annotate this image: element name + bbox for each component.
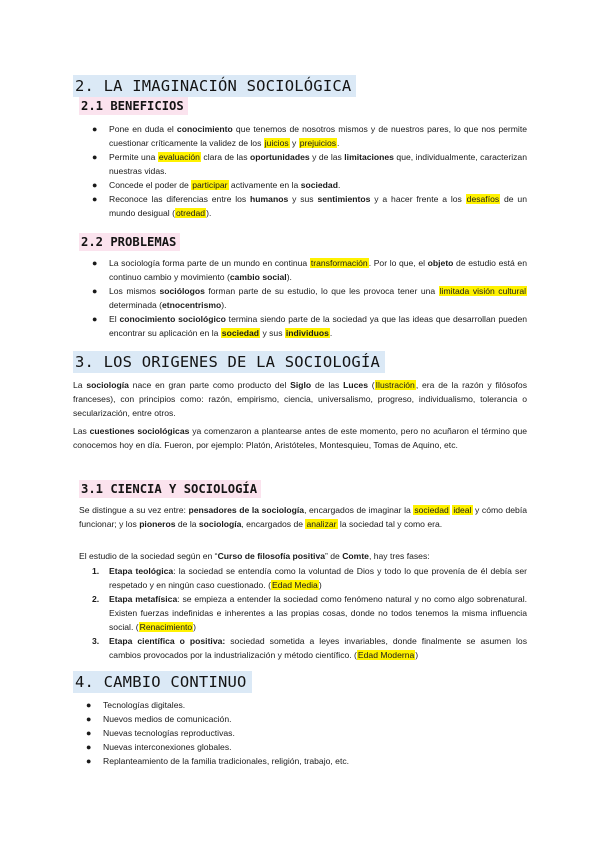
list-item: ● Nuevas interconexiones globales. — [86, 742, 232, 752]
highlighted-term: juicios — [264, 138, 289, 148]
bold-term: cuestiones sociológicas — [89, 426, 190, 436]
highlighted-term: individuos — [285, 328, 329, 338]
list-item: ● Pone en duda el conocimiento que tenemos de nosotros mismos y de nuestros pares, lo que nos permite cuestionar críticamente la validez de los juicios y prejuicios. — [92, 124, 527, 148]
bold-term: sociedad — [300, 180, 338, 190]
bold-term: cambio social — [229, 272, 287, 282]
bullet-icon: ● — [92, 152, 98, 162]
bold-term: limitaciones — [344, 152, 394, 162]
bold-term: oportunidades — [249, 152, 310, 162]
list-item: ● Tecnologías digitales. — [86, 700, 186, 710]
list-item: ● Permite una evaluación clara de las oportunidades y de las limitaciones que, individualmente, caracterizan nuestras vidas. — [92, 152, 527, 176]
heading-imaginacion-sociologica: 2. LA IMAGINACIÓN SOCIOLÓGICA — [73, 75, 356, 97]
list-item: ● Nuevas tecnologías reproductivas. — [86, 728, 235, 738]
highlighted-term: Edad Media — [271, 580, 318, 590]
highlighted-term: evaluación — [158, 152, 200, 162]
paragraph: La sociología nace en gran parte como producto del Siglo de las Luces (Ilustración, era de la razón y filósofos franceses), con principios como: razón, empirismo, ciencia, universalismo, progreso, individualismo, tolerancia o secularización, entre otros. — [73, 380, 528, 418]
bold-term: Luces — [343, 380, 368, 390]
bullet-icon: ● — [86, 714, 92, 724]
bullet-icon: ● — [86, 728, 92, 738]
highlighted-term: participar — [192, 180, 228, 190]
bold-term: Siglo — [290, 380, 312, 390]
heading-ciencia-sociologia: 3.1 CIENCIA Y SOCIOLOGÍA — [79, 480, 261, 498]
bold-term: sociología — [86, 380, 129, 390]
bold-term: conocimiento sociológico — [119, 314, 226, 324]
highlighted-term: transformación — [310, 258, 368, 268]
bold-term: Curso de filosofía positiva — [217, 551, 326, 561]
bold-term: sociología — [198, 519, 242, 529]
bullet-icon: ● — [86, 756, 92, 766]
bullet-icon: ● — [92, 314, 98, 324]
highlighted-term: prejuicios — [299, 138, 337, 148]
highlighted-term: Renacimiento — [139, 622, 193, 632]
bold-term: Etapa científica o positiva: — [109, 636, 226, 646]
numbered-item: 1. Etapa teológica: la sociedad se entendía como la voluntad de Dios y todo lo que provenía de él debía ser respetado y en ningún caso cuestionado. (Edad Media) — [92, 566, 527, 590]
numbered-item: 2. Etapa metafísica: se empieza a entender la sociedad como fenómeno natural y no como algo sobrenatural. Existen fuerzas indefinidas e inherentes a las propias cosas, donde no todos tenemos la misma influencia social. (Renacimiento) — [92, 594, 527, 632]
bold-term: Etapa metafísica — [109, 594, 178, 604]
list-item: ● Reconoce las diferencias entre los humanos y sus sentimientos y a hacer frente a los desafíos de un mundo desigual (otredad). — [92, 194, 527, 218]
bold-term: Etapa teológica — [109, 566, 174, 576]
bold-term: pensadores de la — [188, 505, 262, 515]
heading-cambio-continuo: 4. CAMBIO CONTINUO — [73, 671, 252, 693]
list-item: ● Concede el poder de participar activamente en la sociedad. — [92, 180, 341, 190]
bullet-icon: ● — [92, 124, 98, 134]
bullet-icon: ● — [86, 742, 92, 752]
numbered-item: 3. Etapa científica o positiva: sociedad sometida a leyes invariables, donde finalmente se asumen los cambios provocados por la industrialización y método científico. (Edad Moderna) — [92, 636, 528, 660]
bold-term: sentimientos — [317, 194, 371, 204]
list-item: ● Los mismos sociólogos forman parte de su estudio, lo que les provoca tener una limitada visión cultural determinada (etnocentrismo). — [92, 286, 527, 310]
paragraph: El estudio de la sociedad según en “Curso de filosofía positiva” de Comte, hay tres fases: — [79, 551, 430, 561]
list-item: ● Nuevos medios de comunicación. — [86, 714, 232, 724]
bold-term: sociólogos — [159, 286, 205, 296]
highlighted-term: Edad Moderna — [357, 650, 415, 660]
bold-term: Comte — [342, 551, 369, 561]
bold-term: sociología — [261, 505, 305, 515]
bold-term: objeto — [427, 258, 454, 268]
highlighted-term: Ilustración — [375, 380, 415, 390]
highlighted-term: sociedad — [414, 505, 449, 515]
bullet-icon: ● — [92, 258, 98, 268]
bold-term: humanos — [250, 194, 289, 204]
bullet-icon: ● — [92, 180, 98, 190]
heading-origenes-sociologia: 3. LOS ORIGENES DE LA SOCIOLOGÍA — [73, 351, 385, 373]
highlighted-term: sociedad — [221, 328, 260, 338]
list-item: ● La sociología forma parte de un mundo en continua transformación. Por lo que, el objeto de estudio está en continuo cambio y movimiento (cambio social). — [92, 258, 527, 282]
list-item: ● El conocimiento sociológico termina siendo parte de la sociedad ya que las ideas que desarrollan pueden encontrar su aplicación en la sociedad y sus individuos. — [92, 314, 528, 338]
bullet-icon: ● — [92, 286, 98, 296]
bold-term: etnocentrismo — [162, 300, 222, 310]
bullet-icon: ● — [92, 194, 98, 204]
bullet-icon: ● — [86, 700, 92, 710]
highlighted-term: ideal — [453, 505, 472, 515]
highlighted-term: limitada visión cultural — [439, 286, 527, 296]
heading-beneficios: 2.1 BENEFICIOS — [79, 97, 188, 115]
bold-term: conocimiento — [176, 124, 233, 134]
bold-term: pioneros — [139, 519, 176, 529]
paragraph: Se distingue a su vez entre: pensadores de la sociología, encargados de imaginar la sociedad ideal y cómo debía funcionar; y los pioneros de la sociología, encargados de analizar la sociedad tal y como era. — [79, 505, 527, 529]
highlighted-term: analizar — [306, 519, 337, 529]
list-item: ● Replanteamiento de la familia tradicionales, religión, trabajo, etc. — [86, 756, 350, 766]
paragraph: Las cuestiones sociológicas ya comenzaron a plantearse antes de este momento, pero no acuñaron el término que conocemos hoy en día. Fueron, por ejemplo: Platón, Aristóteles, Montesquieu, Tomas de Aquino, etc. — [73, 426, 528, 450]
highlighted-term: desafíos — [466, 194, 500, 204]
heading-problemas: 2.2 PROBLEMAS — [79, 233, 180, 251]
highlighted-term: otredad — [175, 208, 206, 218]
